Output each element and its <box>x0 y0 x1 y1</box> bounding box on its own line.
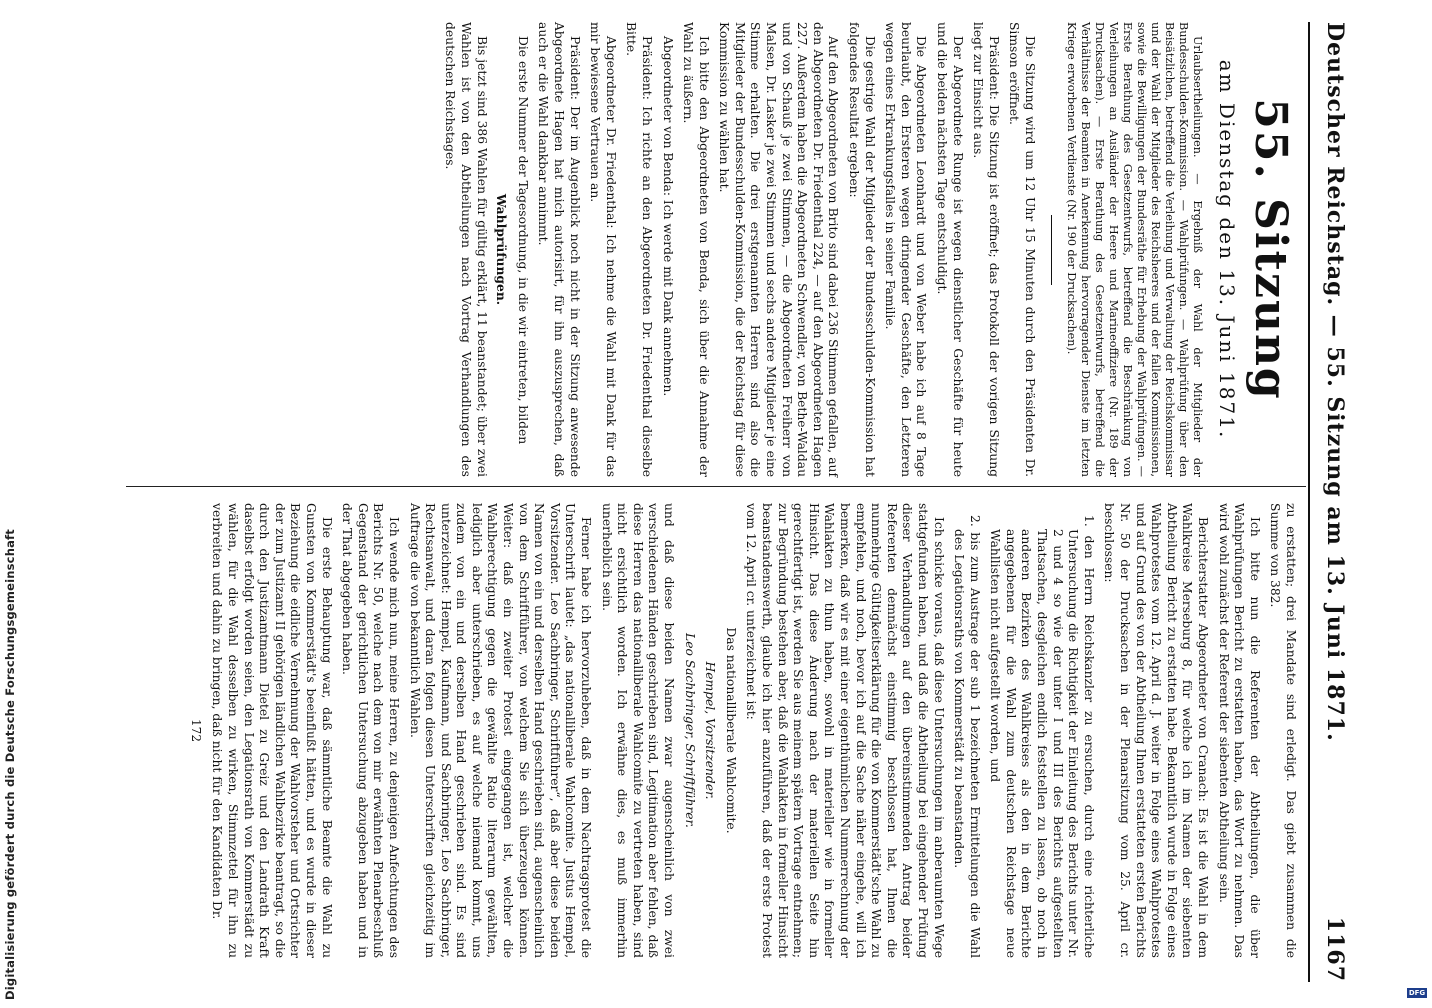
section-heading: Wahlprüfungen. <box>494 193 510 306</box>
running-head-title: Deutscher Reichstag. — 55. Sitzung am 13. Juni 1871. <box>1322 22 1348 742</box>
paragraph: Ich bitte den Abgeordneten von Benda, sich über die Annahme der Wahl zu äußern. <box>681 22 711 477</box>
session-date: am Dienstag den 13. Juni 1871. <box>1215 59 1239 440</box>
page-number: 1167 <box>1322 916 1348 982</box>
centered-line: Das nationalliberale Wahlcomite. <box>723 627 738 834</box>
paragraph: Präsident: Ich richte an den Abgeordneten Dr. Friedenthal dieselbe Bitte. <box>624 22 654 477</box>
paragraph: und daß diese beiden Namen zwar augenscheinlich von zwei verschiedenen Händen geschrieben sind, Legitimation aber fehlen, daß diese Herren das nationalliberale Wahlcomite zu vertreten haben, sind nicht ersichtlich worden. Ich erwähne dies, es muß immerhin unerheblich sein. <box>599 503 677 958</box>
running-head <box>1318 22 1348 982</box>
paragraph: Ich wende mich nun, meine Herren, zu denjenigen Anfechtungen des Berichts Nr. 50, welche nach dem von mir erwähnten Plenarbeschluß Gegenstand der gerichtlichen Untersuchung abzugeben haben und in der That abgegeben haben. <box>340 503 401 958</box>
roster-entry: Hempel, Vorsitzender. <box>703 661 718 800</box>
scanned-page <box>28 8 1358 1008</box>
paragraph: Auf den Abgeordneten von Brito sind dabei 236 Stimmen gefallen, auf den Abgeordneten Dr. Friedenthal 224, — auf den Abgeordneten Hagen 227. Außerdem haben die Abgeordneten Schwendler, von Bethe-Waldau und von Schauß je zwei Stimmen, — die Abgeordneten Freiherr von Malsen, Dr. Lasker je zwei Stimmen und sechs andere Mitglieder je eine Stimme erhalten. Die drei erstgenannten Herren sind also die Mitglieder der Bundesschulden-Kommission, die der Reichstag für diese Kommission zu wählen hat. <box>717 22 841 477</box>
signature-mark: 172 <box>188 719 203 742</box>
numbered-item: 1. den Herrn Reichskanzler zu ersuchen, durch eine richterliche Untersuchung die Richtigkeit der Einleitung des Berichts unter Nr. 2 und 4 so wie der unter I und III des Berichts aufgestellten Thatsachen, desgleichen endlich feststellen zu lassen, ob noch in anderen Bezirken des Wahlkreises als den in dem Berichte angegebenen für die Wahl zum deutschen Reichstage neue Wahllisten nicht aufgestellt worden, und <box>988 515 1096 958</box>
paragraph: Berichterstatter Abgeordneter von Cranach: Es ist die Wahl in dem Wahlkreise Merseburg 8, für welche ich im Namen der siebenten Abtheilung Bericht zu erstatten habe. Bekanntlich wurde in Folge eines Wahlprotestes vom 12. April d. J. weiter in Folge eines Wahlprotestes und auf Grund des von der Abtheilung Ihnen erstatteten ersten Berichts Nr. 50 der Drucksachen in der Plenarsitzung vom 25. April cr. beschlossen: <box>1102 503 1211 958</box>
paragraph: Die erste Behauptung war, daß sämmtliche Beamte die Wahl zu Gunsten von Kommerstädt's beeinflußt hätten, und es wurde in dieser Beziehung die eidliche Vernehmung der Wahlvorsteher und Ortsrichter der zum Justizamt II gehörigen ländlichen Wahlbezirke beantragt, so die durch den Justizamtmann Dietel zu Greiz und den Landrath Kraft daselbst erfolgt worden seien, den Legationsrath von Kommerstädt zu wählen, für die Wahl desselben zu wirken, Stimmzettel für ihn zu verbreiten und dahin zu bringen, daß nicht für den Kandidaten Dr. <box>210 503 334 958</box>
header-rule <box>1308 22 1310 982</box>
session-title: 55. Sitzung <box>1245 98 1296 401</box>
paragraph: Die Sitzung wird um 12 Uhr 15 Minuten durch den Präsidenten Dr. Simson eröffnet. <box>1007 22 1037 477</box>
paragraph: Abgeordneter von Benda: Ich werde mit Dank annehmen. <box>660 36 675 397</box>
paragraph: Präsident: Die Sitzung ist eröffnet; das Protokoll der vorigen Sitzung liegt zur Einsicht aus. <box>971 22 1001 477</box>
digitization-footer: Digitalisierung gefördert durch die Deutsche Forschungsgemeinschaft <box>3 529 17 1000</box>
roster-entry: Leo Sachbringer, Schriftführer. <box>682 633 697 828</box>
numbered-item: 2. bis zum Austrage der sub 1 bezeichneten Ermittelungen die Wahl des Legationsraths von Kommerstädt zu beanstanden. <box>952 515 982 958</box>
paragraph: Die Abgeordneten Leonhardt und von Weber habe ich auf 8 Tage beurlaubt, den Ersteren wegen dringender Geschäfte, den Letzteren wegen eines Erkrankungsfalles in seiner Familie. <box>883 22 929 477</box>
paragraph: Ich schicke voraus, daß diese Untersuchungen im anberaumten Wege stattgefunden haben, und daß die Abtheilung bei eingehender Prüfung dieser Verhandlungen auf den übereinstimmenden Antrag beider Referenten demnächst einstimmig beschlossen hat, Ihnen die nunmehrige Gültigkeitserklärung für die von Kommerstädt'sche Wahl zu empfehlen, und noch, bevor ich auf die Sache näher eingehe, will ich bemerken, daß wir es mit einer eigenthümlichen Nummerrechnung der Wahlakten zu thun haben, sowohl in materieller wie in formeller Hinsicht. Das diese Änderung nach der materiellen Seite hin gerechtfertigt ist, werden Sie aus meinem spätern Vortrage entnehmen; zur Begründung bestehen aber, daß die Wahlakten in formeller Hinsicht beanstandenswerth, glaube ich hier anzuführen, daß der erste Protest vom 12. April cr. unterzeichnet ist: <box>744 503 946 958</box>
column-divider <box>126 486 1306 487</box>
left-column <box>437 22 1298 477</box>
paragraph: Die gestrige Wahl der Mitglieder der Bundesschulden-Kommission hat folgendes Resultat ergeben: <box>847 22 877 477</box>
paragraph: Präsident: Der im Augenblick noch nicht in der Sitzung anwesende Abgeordnete Hagen hat mich autorisirt, für ihn auszusprechen, daß auch er die Wahl dankbar annimmt. <box>536 22 582 477</box>
agenda-summary: Urlaubsertheilungen. — Ergebniß der Wahl der Mitglieder der Bundesschulden-Kommission. — Wahlprüfungen. — Wahlprüfung über den Beisätzlichen, betreffend die Verleihung und Verwaltung der Reichskommissar und der Wahl der Mitglieder des Reichsheeres und der fallen Kommissionen, sowie die Bewilligungen der Bundesräthe für Erhebung der Wahlprüfungen. — Erste Berathung des Gesetzentwurfs, betreffend die Beschränkung von Verleihungen an Ausländer der Heere und Marineoffiziere (Nr. 189 der Drucksachen). — Erste Berathung des Gesetzentwurfs, betreffend die Verhältnisse der Beamten in Anerkennung hervorragender Dienste im letzten Kriege erworbenen Verdienste (Nr. 190 der Drucksachen). <box>1065 22 1204 477</box>
paragraph: Abgeordneter Dr. Friedenthal: Ich nehme die Wahl mit Dank für das mir bewiesene Vertrauen an. <box>588 22 618 477</box>
paragraph: Ferner habe ich hervorzuheben, daß in dem Nachtragsprotest die Unterschrift lautet: „das nationalliberale Wahlcomite. Justus Hempel, Vorsitzender. Leo Sachbringer, Schriftführer“, daß aber diese beiden Namen von ein und derselben Hand geschrieben sind, augenscheinlich von dem Schriftführer, von welchem Sie sich überzeugen können. Weiter: daß ein zweiter Protest eingegangen ist, welcher die Wahlberechtigung gegen die gewählte Ratio literarum gewählten, lediglich aber unterschrieben, es auf welche niemand kommt, uns zudem von ein und derselben Hand geschrieben sind. Es sind unterzeichnet: Hempel, Kaufmann, und Sachbringer, Leo Sachbringer, Rechtsanwalt, und daran folgen diesen Unterschriften gleichzeitig im Auftrage die von bekanntlich Wahlen. <box>407 503 594 958</box>
paragraph: Die erste Nummer der Tagesordnung, in die wir eintreten, bilden <box>515 36 530 445</box>
paragraph: Bis jetzt sind 386 Wahlen für gültig erklärt, 11 beanstandet; über zwei Wahlen ist von den Abtheilungen nach Vortrag Verhandlungen des deutschen Reichstages. <box>443 22 489 477</box>
dfg-logo: DFG <box>1408 989 1426 997</box>
right-column <box>187 503 1298 958</box>
paragraph: Ich bitte nun die Referenten der Abtheilungen, die über Wahlprüfungen Bericht zu erstatten haben, das Wort zu nehmen. Das wird wohl zunächst der Referent der siebenten Abtheilung sein. <box>1216 503 1262 958</box>
paragraph: Der Abgeordnete Runge ist wegen dienstlicher Geschäfte für heute und die beiden nächsten Tage entschuldigt. <box>935 22 965 477</box>
section-rule <box>1051 215 1052 285</box>
paragraph: zu erstatten; drei Mandate sind erledigt. Das giebt zusammen die Summe von 382. <box>1268 503 1298 958</box>
